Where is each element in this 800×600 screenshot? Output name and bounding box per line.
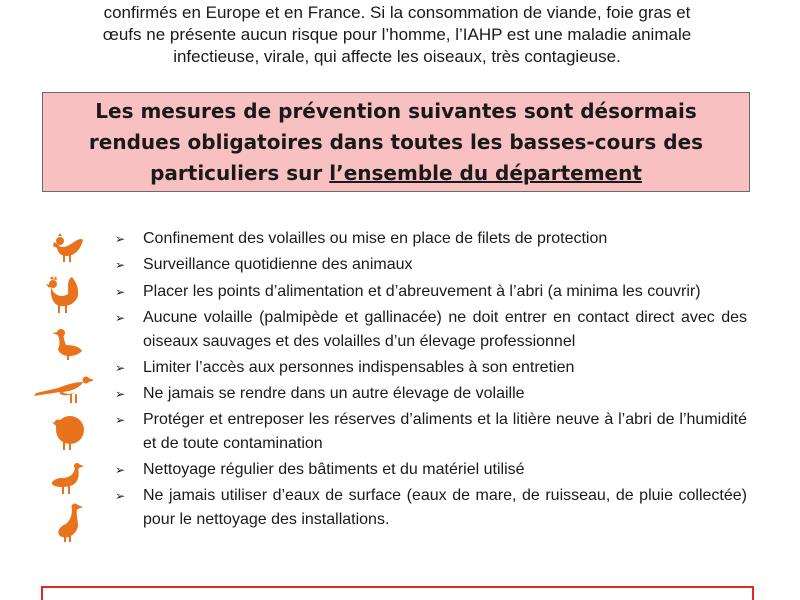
goose-icon: [50, 502, 86, 544]
bottom-warning-box: [41, 586, 754, 600]
arrow-bullet-icon: ➢: [115, 258, 126, 272]
intro-line: confirmés en Europe et en France. Si la consommation de viande, foie gras et: [103, 3, 691, 22]
measure-text: Limiter l’accès aux personnes indispensables à son entretien: [143, 359, 575, 376]
arrow-bullet-icon: ➢: [115, 463, 126, 477]
measure-text: Surveillance quotidienne des animaux: [143, 256, 413, 273]
intro-paragraph: [42, 2, 752, 68]
pheasant-icon: [30, 372, 98, 408]
alert-underlined-scope: l’ensemble du département: [329, 161, 642, 185]
measure-item: [115, 356, 747, 380]
measure-text: Nettoyage régulier des bâtiments et du matériel utilisé: [143, 461, 525, 478]
measure-item: [115, 306, 747, 354]
measure-item: [115, 484, 747, 532]
prevention-measures-list: [115, 227, 747, 534]
arrow-bullet-icon: ➢: [115, 489, 126, 503]
prevention-alert-box: [42, 92, 750, 192]
turkey-icon: [48, 412, 86, 454]
alert-line-3-prefix: particuliers sur: [150, 161, 330, 185]
measure-item: [115, 408, 747, 456]
hen-icon: [48, 228, 86, 266]
intro-line: infectieuse, virale, qui affecte les oiseaux, très contagieuse.: [173, 47, 621, 66]
guinea-fowl-icon: [48, 460, 88, 498]
measure-text: Placer les points d’alimentation et d’abreuvement à l’abri (a minima les couvrir): [143, 283, 701, 300]
measure-text: Aucune volaille (palmipède et gallinacée) ne doit entrer en contact direct avec des oiseaux sauvages et des volailles d’un élevage professionnel: [143, 309, 747, 350]
measure-item: [115, 382, 747, 406]
poultry-icons-column: [0, 0, 120, 600]
measure-item: [115, 458, 747, 482]
measure-item: [115, 253, 747, 277]
arrow-bullet-icon: ➢: [115, 285, 126, 299]
measure-item: [115, 280, 747, 304]
rooster-icon: [42, 274, 82, 316]
arrow-bullet-icon: ➢: [115, 413, 126, 427]
measure-text: Protéger et entreposer les réserves d’aliments et la litière neuve à l’abri de l’humidité et de toute contamination: [143, 411, 747, 452]
measure-text: Ne jamais utiliser d’eaux de surface (eaux de mare, de ruisseau, de pluie collectée) pour le nettoyage des installations.: [143, 487, 747, 528]
arrow-bullet-icon: ➢: [115, 232, 126, 246]
arrow-bullet-icon: ➢: [115, 311, 126, 325]
alert-line-2: rendues obligatoires dans toutes les basses-cours des: [88, 130, 704, 154]
measure-item: [115, 227, 747, 251]
duck-icon: [50, 325, 86, 363]
intro-line: œufs ne présente aucun risque pour l’homme, l’IAHP est une maladie animale: [102, 25, 692, 44]
measure-text: Confinement des volailles ou mise en place de filets de protection: [143, 230, 608, 247]
arrow-bullet-icon: ➢: [115, 387, 126, 401]
measure-text: Ne jamais se rendre dans un autre élevage de volaille: [143, 385, 525, 402]
alert-line-1: Les mesures de prévention suivantes sont désormais: [95, 99, 697, 123]
arrow-bullet-icon: ➢: [115, 361, 126, 375]
alert-line-3: [43, 158, 749, 189]
